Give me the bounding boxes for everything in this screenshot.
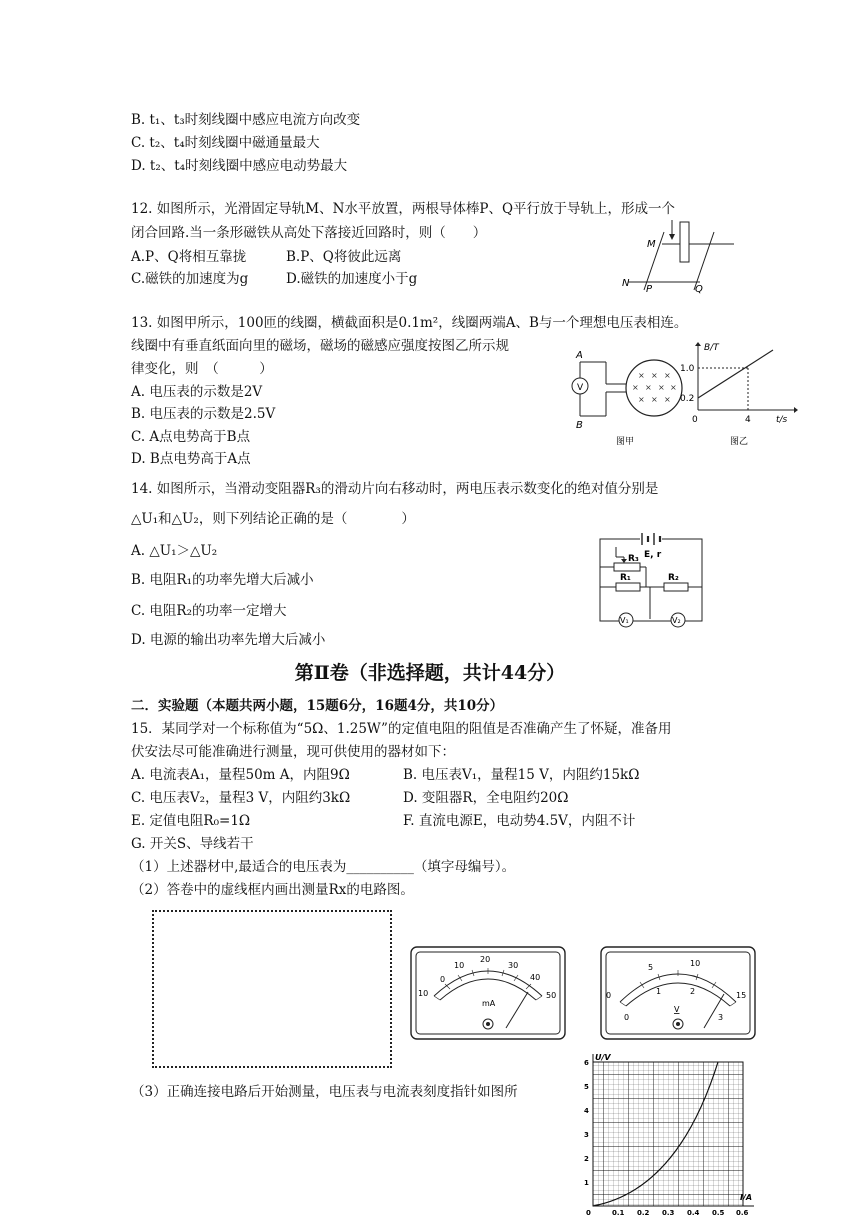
rail-label-n: N (622, 278, 630, 289)
q12-stem-line2: 闭合回路.当一条形磁铁从高处下落接近回路时，则（ ） (131, 225, 487, 241)
part-2-heading: 二．实验题（本题共两小题，15题6分，16题4分，共10分） (131, 698, 504, 714)
q13-option-a: A. 电压表的示数是2V (131, 384, 263, 400)
y-tick-4: 4 (584, 1107, 589, 1115)
q13-stem-line2: 线圈中有垂直纸面向里的磁场，磁场的磁感应强度按图乙所示规 (131, 338, 509, 354)
caption-left: 图甲 (616, 437, 635, 447)
q15-stem-line2: 伏安法尽可能准确进行测量，现可供使用的器材如下： (131, 744, 455, 760)
voltmeter-outer-right: 15 (736, 991, 747, 1000)
q14-circuit-figure (594, 527, 710, 629)
voltmeter-inner-0: 0 (624, 1013, 630, 1022)
q13-stem-line1: 13. 如图甲所示，100匝的线圈，横截面积是0.1m²，线圈两端A、B与一个理想电压表相连。 (131, 315, 688, 331)
q15-item-e: E. 定值电阻R₀=1Ω (131, 813, 251, 829)
graph-ylabel: B/T (704, 343, 719, 353)
section-2-title: 第Ⅱ卷（非选择题，共计44分） (294, 662, 566, 684)
resistor-r1-icon (616, 583, 640, 591)
ammeter-tick-0: 0 (440, 975, 446, 984)
svg-text:×: × (651, 371, 658, 380)
q14-option-b: B. 电阻R₁的功率先增大后减小 (131, 572, 314, 588)
graph-xlabel: I/A (740, 1193, 753, 1202)
rod-label-q: Q (695, 284, 703, 294)
y-tick-2: 2 (584, 1155, 589, 1163)
rheostat-r3-icon (614, 563, 640, 571)
q15-item-f: F. 直流电源E，电动势4.5V，内阻不计 (403, 813, 636, 829)
q14-stem-line2: △U₁和△U₂，则下列结论正确的是（ ） (131, 511, 415, 527)
terminal-label-a: A (576, 350, 583, 361)
caption-right: 图乙 (730, 437, 749, 447)
q15-sub2: （2）答卷中的虚线框内画出测量Rx的电路图。 (131, 882, 414, 898)
x-tick-0-3: 0.3 (662, 1209, 675, 1216)
r3-label: R₃ (628, 554, 639, 564)
q12-rail-figure (622, 214, 738, 294)
q15-item-b: B. 电压表V₁，量程15 V，内阻约15kΩ (403, 767, 640, 783)
y-tick-3: 3 (584, 1131, 589, 1139)
graph-ytick-1: 1.0 (680, 364, 695, 374)
svg-text:×: × (670, 383, 677, 392)
y-tick-5: 5 (584, 1083, 589, 1091)
svg-text:×: × (645, 383, 652, 392)
svg-text:×: × (638, 371, 645, 380)
ui-graph (578, 1050, 760, 1216)
r2-label: R₂ (668, 573, 679, 583)
voltmeter-label: V (577, 383, 584, 393)
rod-label-p: P (646, 284, 653, 294)
r1-label: R₁ (620, 573, 631, 583)
x-tick-0-5: 0.5 (712, 1209, 725, 1216)
v2-label: V₂ (672, 616, 681, 625)
ammeter-unit: mA (482, 999, 496, 1008)
battery-label: E, r (644, 550, 662, 560)
graph-ytick-0-2: 0.2 (680, 394, 695, 404)
graph-ylabel: U/V (595, 1053, 611, 1062)
resistor-r2-icon (664, 583, 688, 591)
q11-option-b: B. t₁、t₃时刻线圈中感应电流方向改变 (131, 112, 361, 128)
q15-item-a: A. 电流表A₁，量程50m A，内阻9Ω (131, 767, 350, 783)
q14-option-d: D. 电源的输出功率先增大后减小 (131, 632, 326, 648)
x-tick-0-2: 0.2 (637, 1209, 650, 1216)
q14-stem-line1: 14. 如图所示，当滑动变阻器R₃的滑动片向右移动时，两电压表示数变化的绝对值分别是 (131, 481, 659, 497)
y-tick-1: 1 (584, 1179, 589, 1187)
graph-xtick-4: 4 (745, 415, 751, 425)
graph-origin: 0 (692, 415, 698, 425)
q11-option-d: D. t₂、t₄时刻线圈中感应电动势最大 (131, 158, 348, 174)
ammeter-dial (410, 946, 566, 1040)
q15-sub1: （1）上述器材中,最适合的电压表为__________（填字母编号）。 (131, 859, 516, 875)
q11-option-c: C. t₂、t₄时刻线圈中磁通量最大 (131, 135, 320, 151)
q15-item-d: D. 变阻器R，全电阻约20Ω (403, 790, 569, 806)
circuit-answer-box[interactable] (152, 910, 392, 1068)
ammeter-outer-left: 10 (418, 989, 429, 998)
q13-stem-line3: 律变化，则 （ ） (131, 361, 273, 377)
ammeter-tick-50: 50 (546, 991, 557, 1000)
voltmeter-tick-5: 5 (648, 963, 654, 972)
svg-text:×: × (664, 371, 671, 380)
voltmeter-inner-2: 2 (690, 987, 696, 996)
q15-stem-line1: 15．某同学对一个标称值为“5Ω、1.25W”的定值电阻的阻值是否准确产生了怀疑，准备用 (131, 721, 672, 737)
q13-option-c: C. A点电势高于B点 (131, 429, 251, 445)
q15-item-g: G. 开关S、导线若干 (131, 836, 254, 852)
y-tick-6: 6 (584, 1059, 589, 1067)
voltmeter-tick-10: 10 (690, 959, 701, 968)
q15-item-c: C. 电压表V₂，量程3 V，内阻约3kΩ (131, 790, 351, 806)
v1-label: V₁ (620, 616, 629, 625)
x-tick-0-6: 0.6 (736, 1209, 749, 1216)
terminal-label-b: B (576, 420, 583, 431)
q14-option-c: C. 电阻R₂的功率一定增大 (131, 603, 287, 619)
graph-xlabel: t/s (776, 415, 788, 425)
q13-coil-and-graph-figure (568, 340, 798, 448)
q12-stem-line1: 12. 如图所示，光滑固定导轨M、N水平放置，两根导体棒P、Q平行放于导轨上，形成一个 (131, 201, 676, 217)
svg-text:×: × (651, 395, 658, 404)
q12-option-b: B.P、Q将彼此远离 (286, 249, 402, 265)
q15-sub3: （3）正确连接电路后开始测量，电压表与电流表刻度指针如图所 (131, 1084, 518, 1100)
rail-label-m: M (647, 239, 656, 250)
voltmeter-unit: V (674, 1005, 680, 1014)
svg-text:×: × (658, 383, 665, 392)
q13-option-d: D. B点电势高于A点 (131, 451, 251, 467)
q12-option-d: D.磁铁的加速度小于g (286, 271, 418, 287)
q12-option-c: C.磁铁的加速度为g (131, 271, 249, 287)
graph-origin: 0 (586, 1209, 591, 1216)
x-tick-0-4: 0.4 (687, 1209, 700, 1216)
svg-text:×: × (638, 395, 645, 404)
magnet-icon (680, 222, 689, 262)
svg-text:×: × (632, 383, 639, 392)
q13-option-b: B. 电压表的示数是2.5V (131, 406, 276, 422)
ammeter-tick-40: 40 (530, 973, 541, 982)
ammeter-tick-20: 20 (480, 955, 491, 964)
svg-text:×: × (664, 395, 671, 404)
voltmeter-dial (600, 946, 756, 1040)
q14-option-a: A. △U₁＞△U₂ (131, 543, 218, 559)
ammeter-tick-10: 10 (454, 961, 465, 970)
x-tick-0-1: 0.1 (612, 1209, 625, 1216)
ammeter-tick-30: 30 (508, 961, 519, 970)
q12-option-a: A.P、Q将相互靠拢 (131, 249, 247, 265)
voltmeter-outer-left: 0 (606, 991, 612, 1000)
voltmeter-inner-3: 3 (718, 1013, 724, 1022)
voltmeter-inner-1: 1 (656, 987, 662, 996)
